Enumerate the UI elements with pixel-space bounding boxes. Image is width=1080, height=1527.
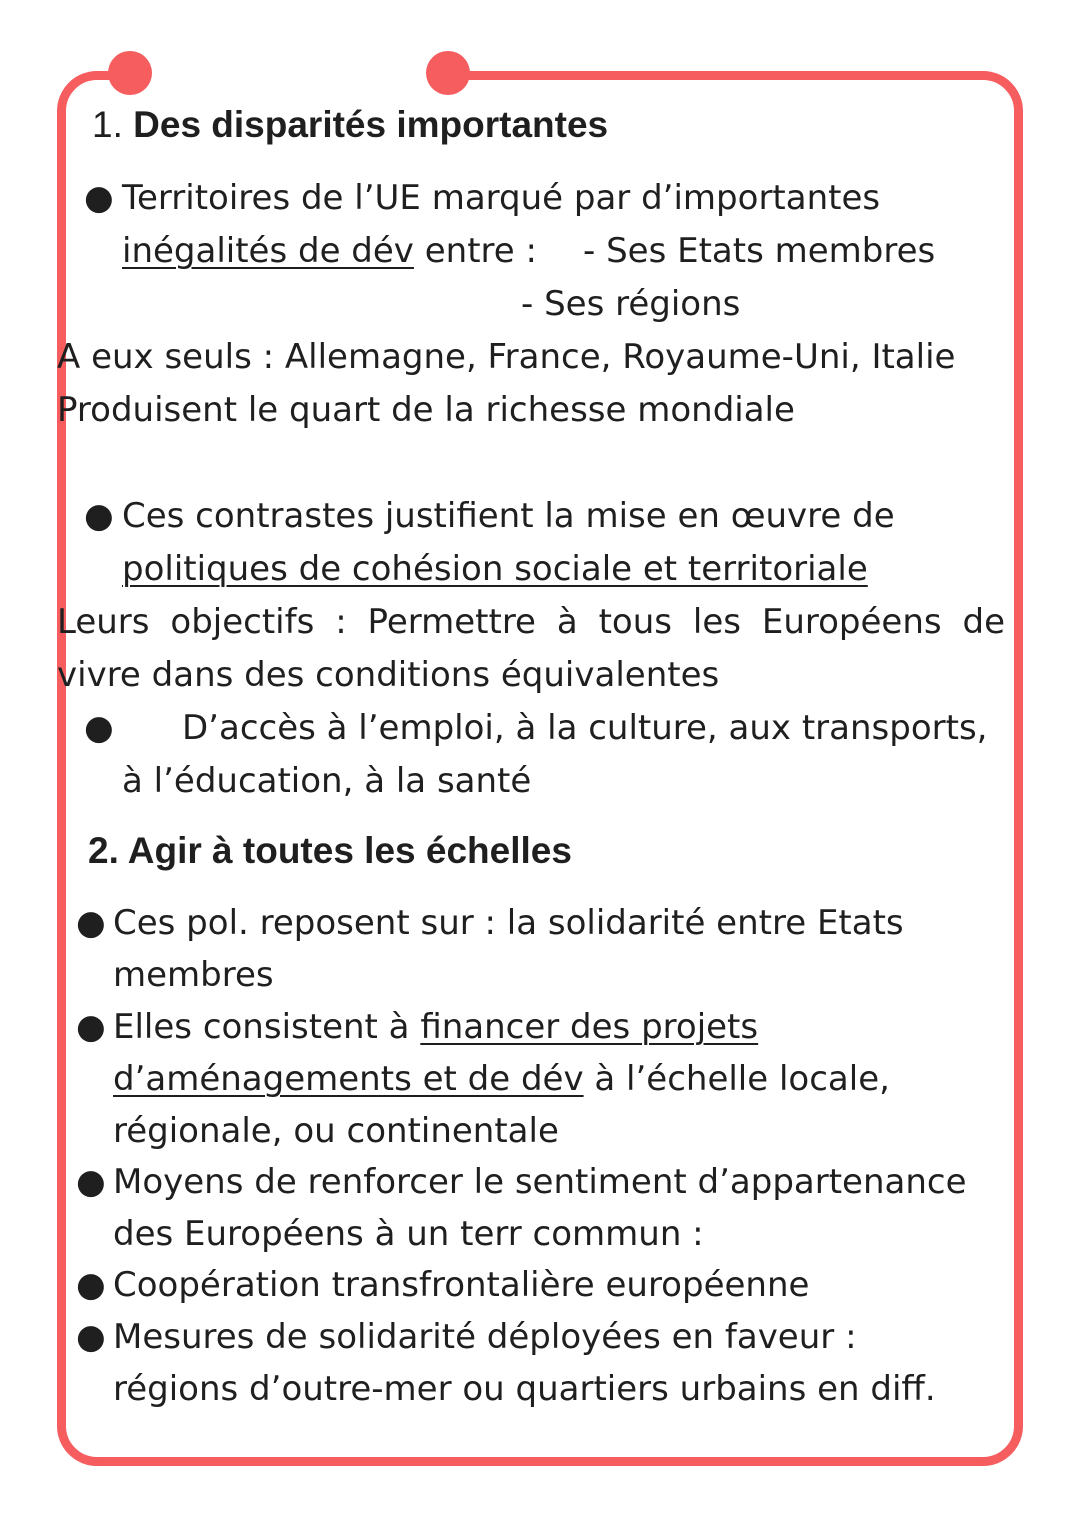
s1-p2-line2: vivre dans des conditions équivalentes — [57, 655, 720, 695]
s1-p2-line1: Leurs objectifs : Permettre à tous les Européens de — [57, 602, 1005, 642]
bullet-icon: ● — [84, 708, 114, 748]
s2-b2-line1 — [113, 1001, 758, 1054]
s1-b1-item1: - Ses Etats membres — [583, 231, 936, 271]
s2-b3-line1: Moyens de renforcer le sentiment d’appartenance — [113, 1162, 967, 1202]
s2-b2-line2-rest: à l’échelle locale, — [583, 1059, 890, 1099]
s2-b2-line1-a: Elles consistent à — [113, 1007, 421, 1047]
s1-b3-line1: D’accès à l’emploi, à la culture, aux transports, — [182, 708, 988, 748]
s1-b1-line2-rest: entre : — [413, 231, 537, 271]
s2-b5-line1: Mesures de solidarité déployées en faveur : — [113, 1317, 857, 1357]
s1-b1-line2 — [122, 225, 537, 278]
bullet-icon: ● — [76, 1162, 106, 1202]
section1-number: 1. — [92, 104, 123, 145]
s2-b2-underlined-1: financer des projets — [420, 1007, 759, 1047]
s1-p1-line2: Produisent le quart de la richesse mondiale — [57, 390, 795, 430]
s2-b2-line3: régionale, ou continentale — [113, 1111, 559, 1151]
section1-title: Des disparités importantes — [133, 104, 609, 145]
s2-b5-line2: régions d’outre-mer ou quartiers urbains en diff. — [113, 1369, 936, 1409]
s2-b1-line1: Ces pol. reposent sur : la solidarité entre Etats — [113, 903, 904, 943]
s2-b2-line2 — [113, 1053, 890, 1106]
decor-dot-right — [426, 51, 470, 95]
bullet-icon: ● — [76, 1265, 106, 1305]
s2-b3-line2: des Européens à un terr commun : — [113, 1214, 704, 1254]
s1-b1-line1: Territoires de l’UE marqué par d’importantes — [122, 178, 881, 218]
bullet-icon: ● — [84, 178, 114, 218]
frame-gap — [148, 64, 438, 86]
bullet-icon: ● — [84, 496, 114, 536]
section1-heading — [92, 104, 608, 146]
s1-b2-underlined: politiques de cohésion sociale et territoriale — [122, 549, 868, 589]
s2-b1-line2: membres — [113, 955, 274, 995]
section2-heading: 2. Agir à toutes les échelles — [88, 830, 572, 871]
s2-b4-line1: Coopération transfrontalière européenne — [113, 1265, 810, 1305]
s1-b1-item2: - Ses régions — [521, 284, 741, 324]
s1-p1-line1: A eux seuls : Allemagne, France, Royaume-Uni, Italie — [57, 337, 956, 377]
decor-dot-left — [108, 51, 152, 95]
s2-b2-underlined-2: d’aménagements et de dév — [113, 1059, 584, 1099]
s1-b3-line2: à l’éducation, à la santé — [122, 761, 532, 801]
s1-b2-line1: Ces contrastes justifient la mise en œuvre de — [122, 496, 895, 536]
bullet-icon: ● — [76, 1317, 106, 1357]
bullet-icon: ● — [76, 1007, 106, 1047]
s1-b1-underlined: inégalités de dév — [122, 231, 414, 271]
bullet-icon: ● — [76, 903, 106, 943]
s1-b2-line2 — [122, 543, 868, 596]
